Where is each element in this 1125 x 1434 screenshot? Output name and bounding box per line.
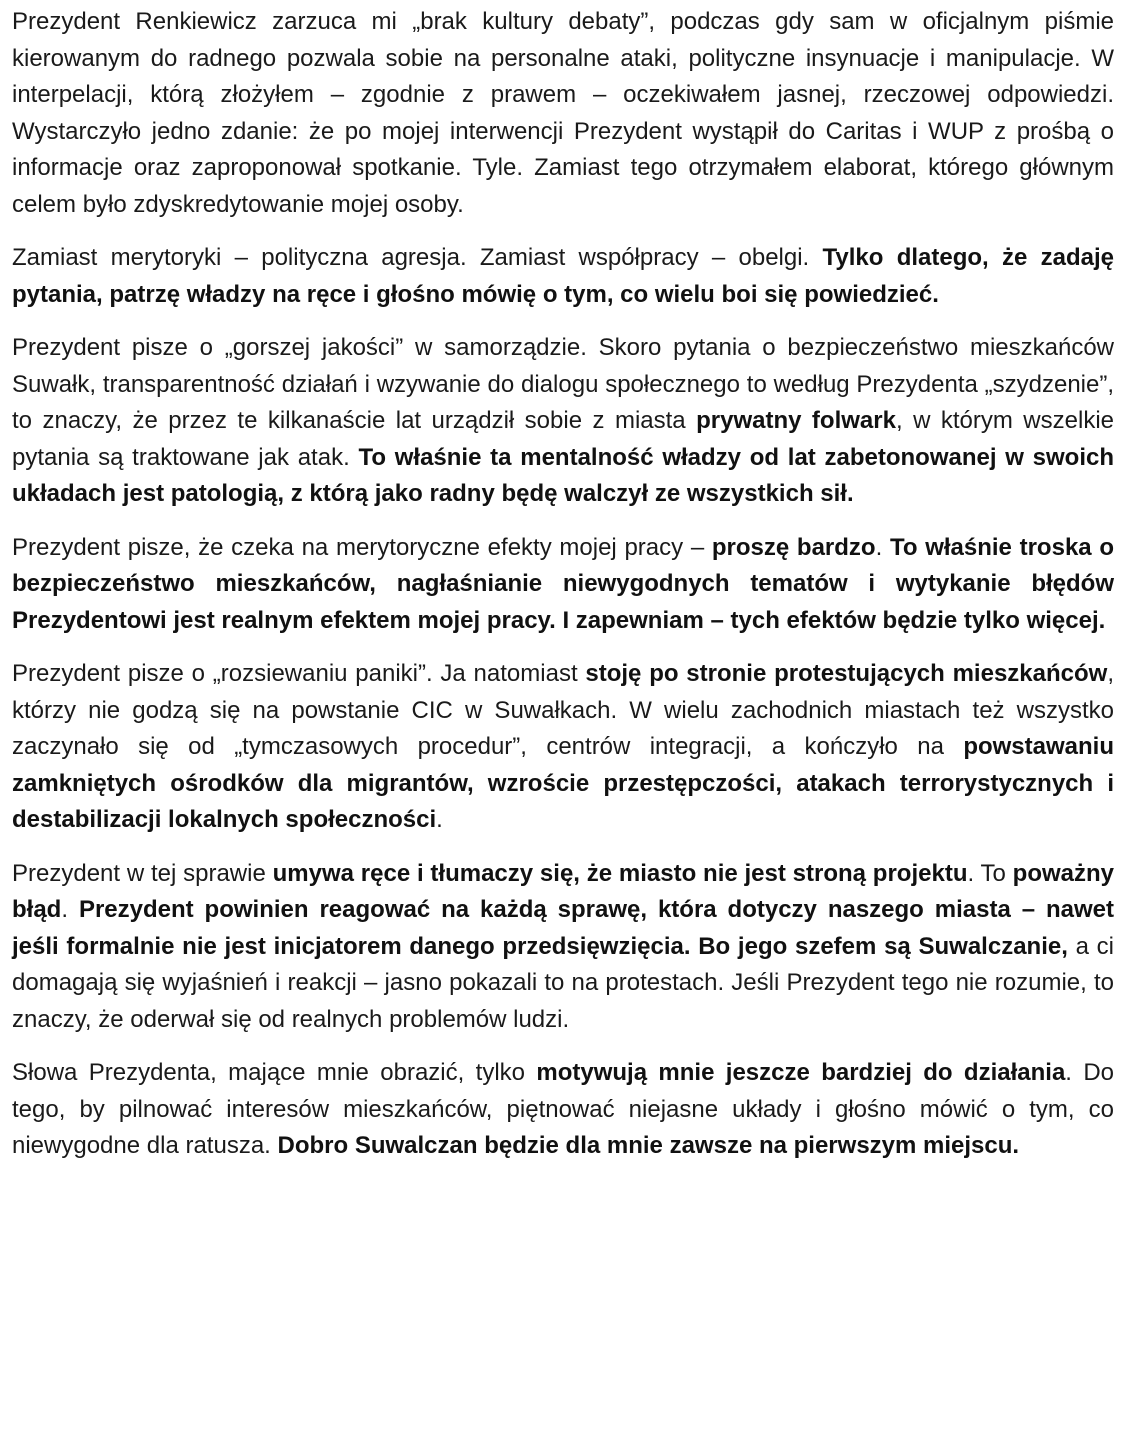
bold-text-run: prywatny folwark	[696, 407, 896, 434]
bold-text-run: Prezydent powinien reagować na każdą sprawę, która dotyczy naszego miasta – nawet jeśli formalnie nie jest inicjatorem danego przedsięwzięcia. Bo jego szefem są Suwalczanie,	[12, 896, 1114, 960]
paragraph-7	[12, 1055, 1114, 1165]
text-run: Prezydent pisze o „gorszej jakości” w samorządzie. Skoro pytania o bezpieczeństwo mieszkańców Suwałk, transparentność działań i wzywanie do dialogu społecznego to według Prezydenta „szydzenie”, to znaczy, że przez te kilkanaście lat urządził sobie z miasta	[12, 334, 1114, 434]
text-run: Prezydent w tej sprawie	[12, 859, 273, 887]
bold-text-run: proszę bardzo	[711, 533, 876, 561]
paragraph-4	[12, 530, 1114, 640]
text-run: Prezydent pisze, że czeka na merytoryczne efekty mojej pracy –	[12, 533, 712, 561]
text-run: , w którym wszelkie pytania są traktowane jak atak.	[12, 407, 1114, 471]
text-run: a ci domagają się wyjaśnień i reakcji – jasno pokazali to na protestach. Jeśli Prezydent tego nie rozumie, to znaczy, że oderwał się od realnych problemów ludzi.	[12, 932, 1115, 1033]
bold-text-run: Dobro Suwalczan będzie dla mnie zawsze na pierwszym miejscu.	[277, 1132, 1020, 1159]
text-run: Zamiast merytoryki – polityczna agresja. Zamiast współpracy – obelgi.	[12, 244, 823, 271]
text-run: Słowa Prezydenta, mające mnie obrazić, tylko	[12, 1059, 537, 1086]
paragraph-6	[12, 856, 1114, 1039]
text-run: .	[61, 896, 79, 923]
bold-text-run: stoję po stronie protestujących mieszkańców	[585, 660, 1108, 687]
bold-text-run: poważny błąd	[12, 859, 1114, 923]
bold-text-run: Tylko dlatego, że zadaję pytania, patrzę władzy na ręce i głośno mówię o tym, co wielu boi się powiedzieć.	[12, 244, 1114, 308]
text-run: Prezydent pisze o „rozsiewaniu paniki”. Ja natomiast	[12, 660, 586, 687]
text-run: .	[436, 806, 443, 833]
text-run: , którzy nie godzą się na powstanie CIC w Suwałkach. W wielu zachodnich miastach też wszystko zaczynało się od „tymczasowych procedur”, centrów integracji, a kończyło na	[12, 660, 1114, 760]
text-run: .	[875, 533, 890, 561]
paragraph-1	[12, 4, 1114, 223]
text-run: . To	[967, 859, 1013, 887]
bold-text-run: umywa ręce i tłumaczy się, że miasto nie jest stroną projektu	[272, 859, 968, 887]
paragraph-3	[12, 330, 1114, 513]
bold-text-run: powstawaniu zamkniętych ośrodków dla migrantów, wzroście przestępczości, atakach terrorystycznych i destabilizacji lokalnych społeczności	[12, 733, 1114, 833]
text-run: . Do tego, by pilnować interesów mieszkańców, piętnować niejasne układy i głośno mówić o tym, co niewygodne dla ratusza.	[12, 1059, 1115, 1159]
bold-text-run: To właśnie troska o bezpieczeństwo mieszkańców, nagłaśnianie niewygodnych tematów i wytykanie błędów Prezydentowi jest realnym efektem mojej pracy. I zapewniam – tych efektów będzie tylko więcej.	[12, 533, 1114, 634]
bold-text-run: To właśnie ta mentalność władzy od lat zabetonowanej w swoich układach jest patologią, z którą jako radny będę walczył ze wszystkich sił.	[12, 443, 1114, 507]
text-run: Prezydent Renkiewicz zarzuca mi „brak kultury debaty”, podczas gdy sam w oficjalnym piśmie kierowanym do radnego pozwala sobie na personalne ataki, polityczne insynuacje i manipulacje. W interpelacji, którą złożyłem – zgodnie z prawem – oczekiwałem jasnej, rzeczowej odpowiedzi. Wystarczyło jedno zdanie: że po mojej interwencji Prezydent wystąpił do Caritas i WUP z prośbą o informacje oraz zaproponował spotkanie. Tyle. Zamiast tego otrzymałem elaborat, którego głównym celem było zdyskredytowanie mojej osoby.	[12, 8, 1114, 218]
paragraph-2	[12, 240, 1114, 313]
bold-text-run: motywują mnie jeszcze bardziej do działania	[536, 1059, 1066, 1086]
paragraph-5	[12, 656, 1114, 839]
